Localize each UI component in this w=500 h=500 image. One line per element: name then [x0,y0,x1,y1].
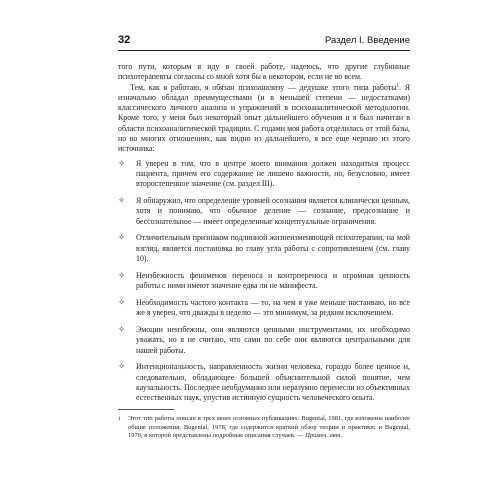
list-item-text: Интенциональность, направленность жизни человека, гораздо более ценное и, следовательно, обладающее большей объяснительной силой понятие, чем каузальность. Последнее необдуманно или неразумно перенесли из объективных естественных наук, упустив истинную сущность человеческого опыта. [136,362,410,403]
intro-paragraph-continued: того пути, которым я иду в своей работе, надеюсь, что другие глубинные психотерапевты согласны со мной хотя бы в некотором, если не во всем. [118,62,410,82]
diamond-bullet-icon: ✧ [118,362,126,373]
main-text [118,62,410,410]
footnote-text-block [118,415,410,441]
footnote [118,415,410,441]
page-number: 32 [118,34,131,46]
list-item-text: Необходимость частого контакта — то, на чем я уже меньше настаиваю, но все же я уверен, что дважды в неделю — это минимум, за редким исключением. [136,297,410,318]
diamond-bullet-icon: ✧ [118,325,126,336]
list-item-text: Я уверен в том, что в центре моего внимания должен находиться процесс пациента, причем его содержание не лишено важности, но, безусловно, имеет второстепенное значение (см. раздел III). [136,158,410,189]
list-item [118,271,410,292]
diamond-bullet-icon: ✧ [118,196,126,207]
list-item [118,325,410,356]
diamond-bullet-icon: ✧ [118,158,126,169]
list-item-text: Эмоции неизбежны, они являются ценными инструментами, их необходимо уважать, но я не считаю, что сами по себе они являются центральными для нашей работы. [136,325,410,355]
diamond-bullet-icon: ✧ [118,270,126,281]
list-item [118,298,410,319]
intro-paragraph [118,83,410,155]
diamond-bullet-icon: ✧ [118,233,126,244]
list-item-text: Неизбежность феноменов переноса и контрпереноса и огромная ценность работы с ними имеют значение едва ли не манифеста. [136,270,410,291]
intro-paragraph-text: Тем, как я работаю, я обязан психоанализу — дедушке этого типа работы [130,82,397,92]
footnote-text: Этот тип работы описан в трех моих основных публикациях: Bugental, 1981, где изложены наиболее общие положения; Bugental, 1978, где содержится краткий обзор теории и практики; и Bugental, 1976, в которой представлены подробные описания случаев. — [128,415,410,440]
footnote-reference[interactable]: 1 [396,82,399,88]
list-item-text: Отличительным признаком подлинной жизнеизменяющей психотерапии, на мой взгляд, является постановка во главу угла работы с сопротивлением (см. главу 10). [136,233,410,264]
footnote-author-note: Примеч. авт. [305,432,343,440]
diamond-bullet-icon: ✧ [118,297,126,308]
running-section-title: Раздел I. Введение [325,35,410,46]
list-item [118,362,410,403]
page-header [118,36,410,51]
footnote-divider [118,409,174,410]
list-item [118,196,410,227]
bullet-list [118,159,410,404]
footnote-marker: 1 [118,416,121,422]
intro-paragraph-rest: . Я изначально обладал преимуществами (и в меньшей степени — недостатками) классического личного анализа и упражнений в психоаналитической методологии. Кроме того, у меня был некоторый опыт дальнейшего обучения и я был начитан в области психоаналитической традиции. С годами моя работа отделилась от этой базы, но во многих отношениях, как видно из дальнейшего, я все еще черпаю из этого источника: [118,82,410,154]
list-item-text: Я обнаружил, что определение уровней осознания является клинически ценным, хотя и понимаю, что обычное деление — сознание, предсознание и бессознательное — имеет определенные концептуальные ограничения. [136,196,410,226]
list-item [118,159,410,190]
list-item [118,233,410,264]
